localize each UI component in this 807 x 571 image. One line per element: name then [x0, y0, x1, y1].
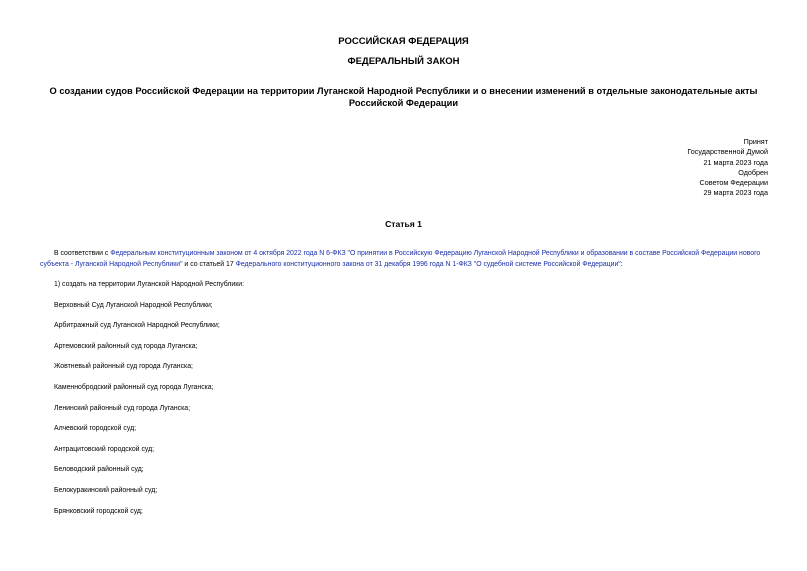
adoption-line: 21 марта 2023 года: [703, 157, 768, 167]
intro-middle: и со статьей 17: [182, 260, 236, 268]
article-heading: Статья 1: [385, 219, 422, 229]
law-title-line-1: О создании судов Российской Федерации на территории Луганской Народной Республики и о внесении изменений в отдельные законодательные акты: [49, 86, 758, 96]
list-item: Алчевский городской суд;: [54, 425, 137, 433]
law-type-heading: ФЕДЕРАЛЬНЫЙ ЗАКОН: [347, 56, 460, 67]
country-heading: РОССИЙСКАЯ ФЕДЕРАЦИЯ: [338, 36, 469, 47]
adoption-line: 29 марта 2023 года: [703, 188, 768, 198]
list-item: Беловодский районный суд;: [54, 466, 144, 474]
list-item: Артемовский районный суд города Луганска;: [54, 342, 198, 350]
intro-suffix: :: [620, 260, 623, 268]
list-item: Антрацитовский городской суд;: [54, 445, 155, 453]
list-item: Каменнобродский районный суд города Луганска;: [54, 383, 214, 391]
adoption-line: Принят: [743, 137, 768, 146]
intro-prefix: В соответствии с: [54, 250, 111, 257]
list-item: 1) создать на территории Луганской Народной Республики:: [54, 281, 245, 288]
list-item: Белокуракинский районный суд;: [54, 486, 158, 494]
law-title-line-2: Российской Федерации: [348, 98, 459, 108]
law-link-6-fkz[interactable]: Федеральным конституционным законом от 4 октября 2022 года N 6-ФКЗ "О принятии в Российскую Федерацию Луганской Народной Республики и образовании в составе Российской Федерации нового субъекта - Луганской Народной Республики": [40, 250, 761, 268]
law-title: [40, 85, 767, 109]
adoption-line: Одобрен: [738, 167, 768, 177]
court-list: [54, 280, 244, 527]
list-item: Жовтневый районный суд города Луганска;: [54, 363, 193, 371]
adoption-info: [687, 137, 768, 199]
list-item: Верховный Суд Луганской Народной Республики;: [54, 301, 213, 309]
list-item: Брянковский городской суд;: [54, 507, 143, 515]
list-item: Ленинский районный суд города Луганска;: [54, 404, 191, 412]
article-intro-paragraph: [40, 249, 776, 270]
adoption-line: Государственной Думой: [687, 147, 768, 157]
adoption-line: Советом Федерации: [699, 178, 768, 188]
list-item: Арбитражный суд Луганской Народной Республики;: [54, 322, 220, 330]
law-link-1-fkz[interactable]: Федерального конституционного закона от 31 декабря 1996 года N 1-ФКЗ "О судебной системе Российской Федерации": [235, 260, 621, 268]
